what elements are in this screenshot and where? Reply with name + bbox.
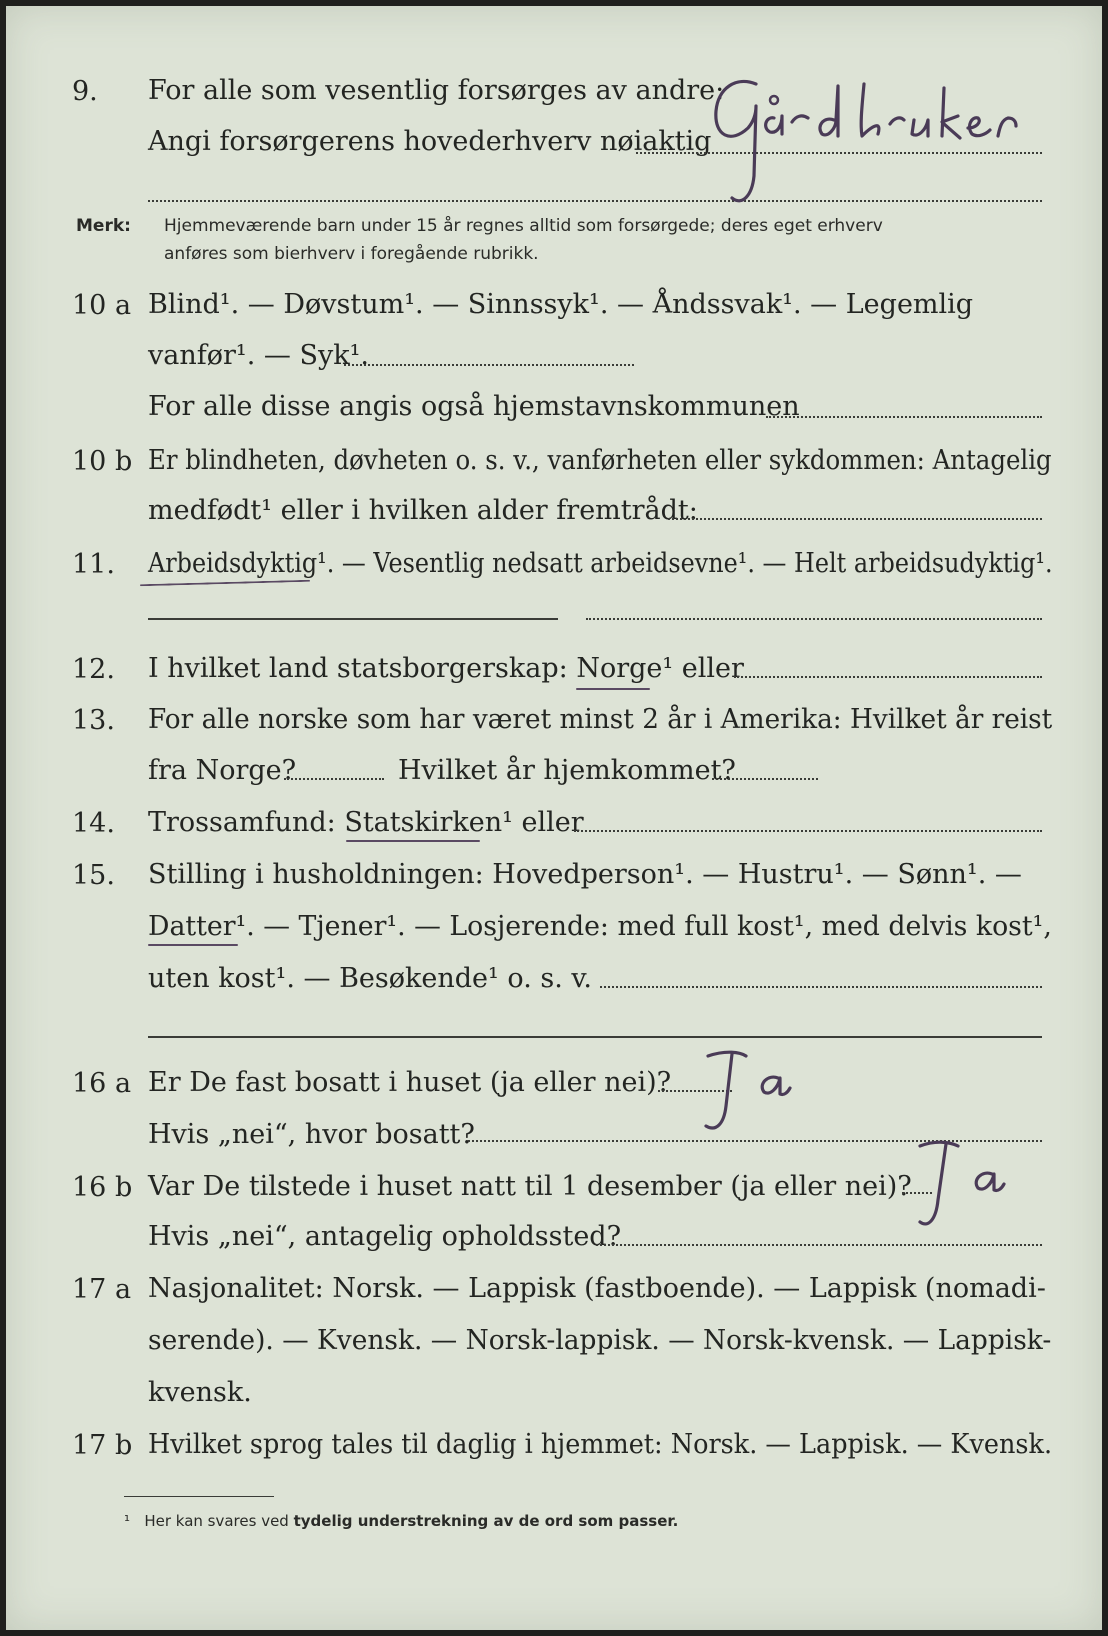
q13-line-2b: Hvilket år hjemkommet? <box>398 755 736 786</box>
q9-line-2: Angi forsørgerens hovederhverv nøiaktig <box>148 126 712 157</box>
q11-rule-right <box>586 618 1042 620</box>
q17a-line-1: Nasjonalitet: Norsk. — Lappisk (fastboende). — Lappisk (nomadi- <box>148 1273 1046 1304</box>
q16a-line-2: Hvis „nei“, hvor bosatt? <box>148 1119 475 1150</box>
footnote-rule <box>124 1496 274 1497</box>
q13-year-left-line <box>284 778 384 780</box>
q10a-home-municipality-line <box>766 416 1042 418</box>
question-number-13: 13. <box>72 705 115 736</box>
q15-line-1: Stilling i husholdningen: Hovedperson¹. — Hustru¹. — Sønn¹. — <box>148 859 1022 890</box>
q15-rule <box>148 1036 1042 1038</box>
q13-line-2a: fra Norge? <box>148 755 297 786</box>
q16b-line-2: Hvis „nei“, antagelig opholdssted? <box>148 1221 622 1252</box>
q14-line-1: Trossamfund: Statskirken¹ eller <box>148 807 584 838</box>
note-label: Merk: <box>76 216 131 236</box>
q12-answer-line <box>734 676 1042 678</box>
q10b-line-2: medfødt¹ eller i hvilken alder fremtrådt: <box>148 495 698 526</box>
q11-line-1: Arbeidsdyktig¹. — Vesentlig nedsatt arbeidsevne¹. — Helt arbeidsudyktig¹. <box>148 548 1053 579</box>
footnote-mark: ¹ <box>124 1512 131 1530</box>
census-form-page <box>6 6 1102 1630</box>
question-number-10b: 10 b <box>72 446 133 477</box>
note-line-2: anføres som bierhverv i foregående rubrikk. <box>164 244 539 264</box>
underline-statskirken <box>346 840 480 842</box>
question-number-14: 14. <box>72 808 115 839</box>
question-number-11: 11. <box>72 549 115 580</box>
q10a-line-2: vanfør¹. — Syk¹. <box>148 340 369 371</box>
handwritten-answer-ja-16a <box>696 1046 806 1146</box>
question-number-17b: 17 b <box>72 1430 133 1461</box>
q11-rule-left <box>148 618 558 620</box>
q16b-residence-line <box>596 1244 1042 1246</box>
q10a-line-3: For alle disse angis også hjemstavnskommunen <box>148 391 800 422</box>
q17a-line-3: kvensk. <box>148 1377 252 1408</box>
q9-line-1: For alle som vesentlig forsørges av andre: <box>148 75 725 106</box>
q15-line-2: Datter¹. — Tjener¹. — Losjerende: med full kost¹, med delvis kost¹, <box>148 911 1052 942</box>
handwritten-answer-ja-16b <box>906 1134 1016 1244</box>
footnote <box>124 1512 678 1530</box>
q10b-line-1: Er blindheten, døvheten o. s. v., vanførheten eller sykdommen: Antagelig <box>148 445 1052 476</box>
footnote-text-bold: tydelig understrekning av de ord som passer. <box>293 1512 679 1530</box>
q17b-line-1: Hvilket sprog tales til daglig i hjemmet: Norsk. — Lappisk. — Kvensk. <box>148 1429 1053 1460</box>
footnote-text: Her kan svares ved <box>144 1512 289 1530</box>
underline-datter <box>148 944 238 946</box>
q15-line-3: uten kost¹. — Besøkende¹ o. s. v. <box>148 963 593 994</box>
q10a-line-1: Blind¹. — Døvstum¹. — Sinnssyk¹. — Åndssvak¹. — Legemlig <box>148 289 974 320</box>
question-number-16b: 16 b <box>72 1172 133 1203</box>
q14-answer-line <box>574 830 1042 832</box>
note-line-1: Hjemmeværende barn under 15 år regnes alltid som forsørgede; deres eget erhverv <box>164 216 883 236</box>
question-number-17a: 17 a <box>72 1274 132 1305</box>
question-number-16a: 16 a <box>72 1068 132 1099</box>
question-number-10a: 10 a <box>72 290 132 321</box>
question-number-12: 12. <box>72 654 115 685</box>
question-number-15: 15. <box>72 860 115 891</box>
q13-line-1: For alle norske som har været minst 2 år i Amerika: Hvilket år reist <box>148 704 1053 735</box>
underline-arbeidsdyktig <box>140 580 310 586</box>
q10a-answer-line <box>344 364 634 366</box>
q13-year-returned-line <box>712 778 818 780</box>
q17a-line-2: serende). — Kvensk. — Norsk-lappisk. — Norsk-kvensk. — Lappisk- <box>148 1325 1052 1356</box>
q16a-line-1: Er De fast bosatt i huset (ja eller nei)? <box>148 1067 672 1098</box>
q10b-answer-line <box>668 518 1042 520</box>
q16b-line-1: Var De tilstede i huset natt til 1 desember (ja eller nei)? <box>148 1171 912 1202</box>
handwritten-answer-gardbruker <box>696 66 1056 216</box>
question-number-9: 9. <box>72 76 98 107</box>
q15-answer-line <box>600 986 1042 988</box>
underline-norge <box>576 688 650 690</box>
q12-line-1: I hvilket land statsborgerskap: Norge¹ eller <box>148 653 744 684</box>
